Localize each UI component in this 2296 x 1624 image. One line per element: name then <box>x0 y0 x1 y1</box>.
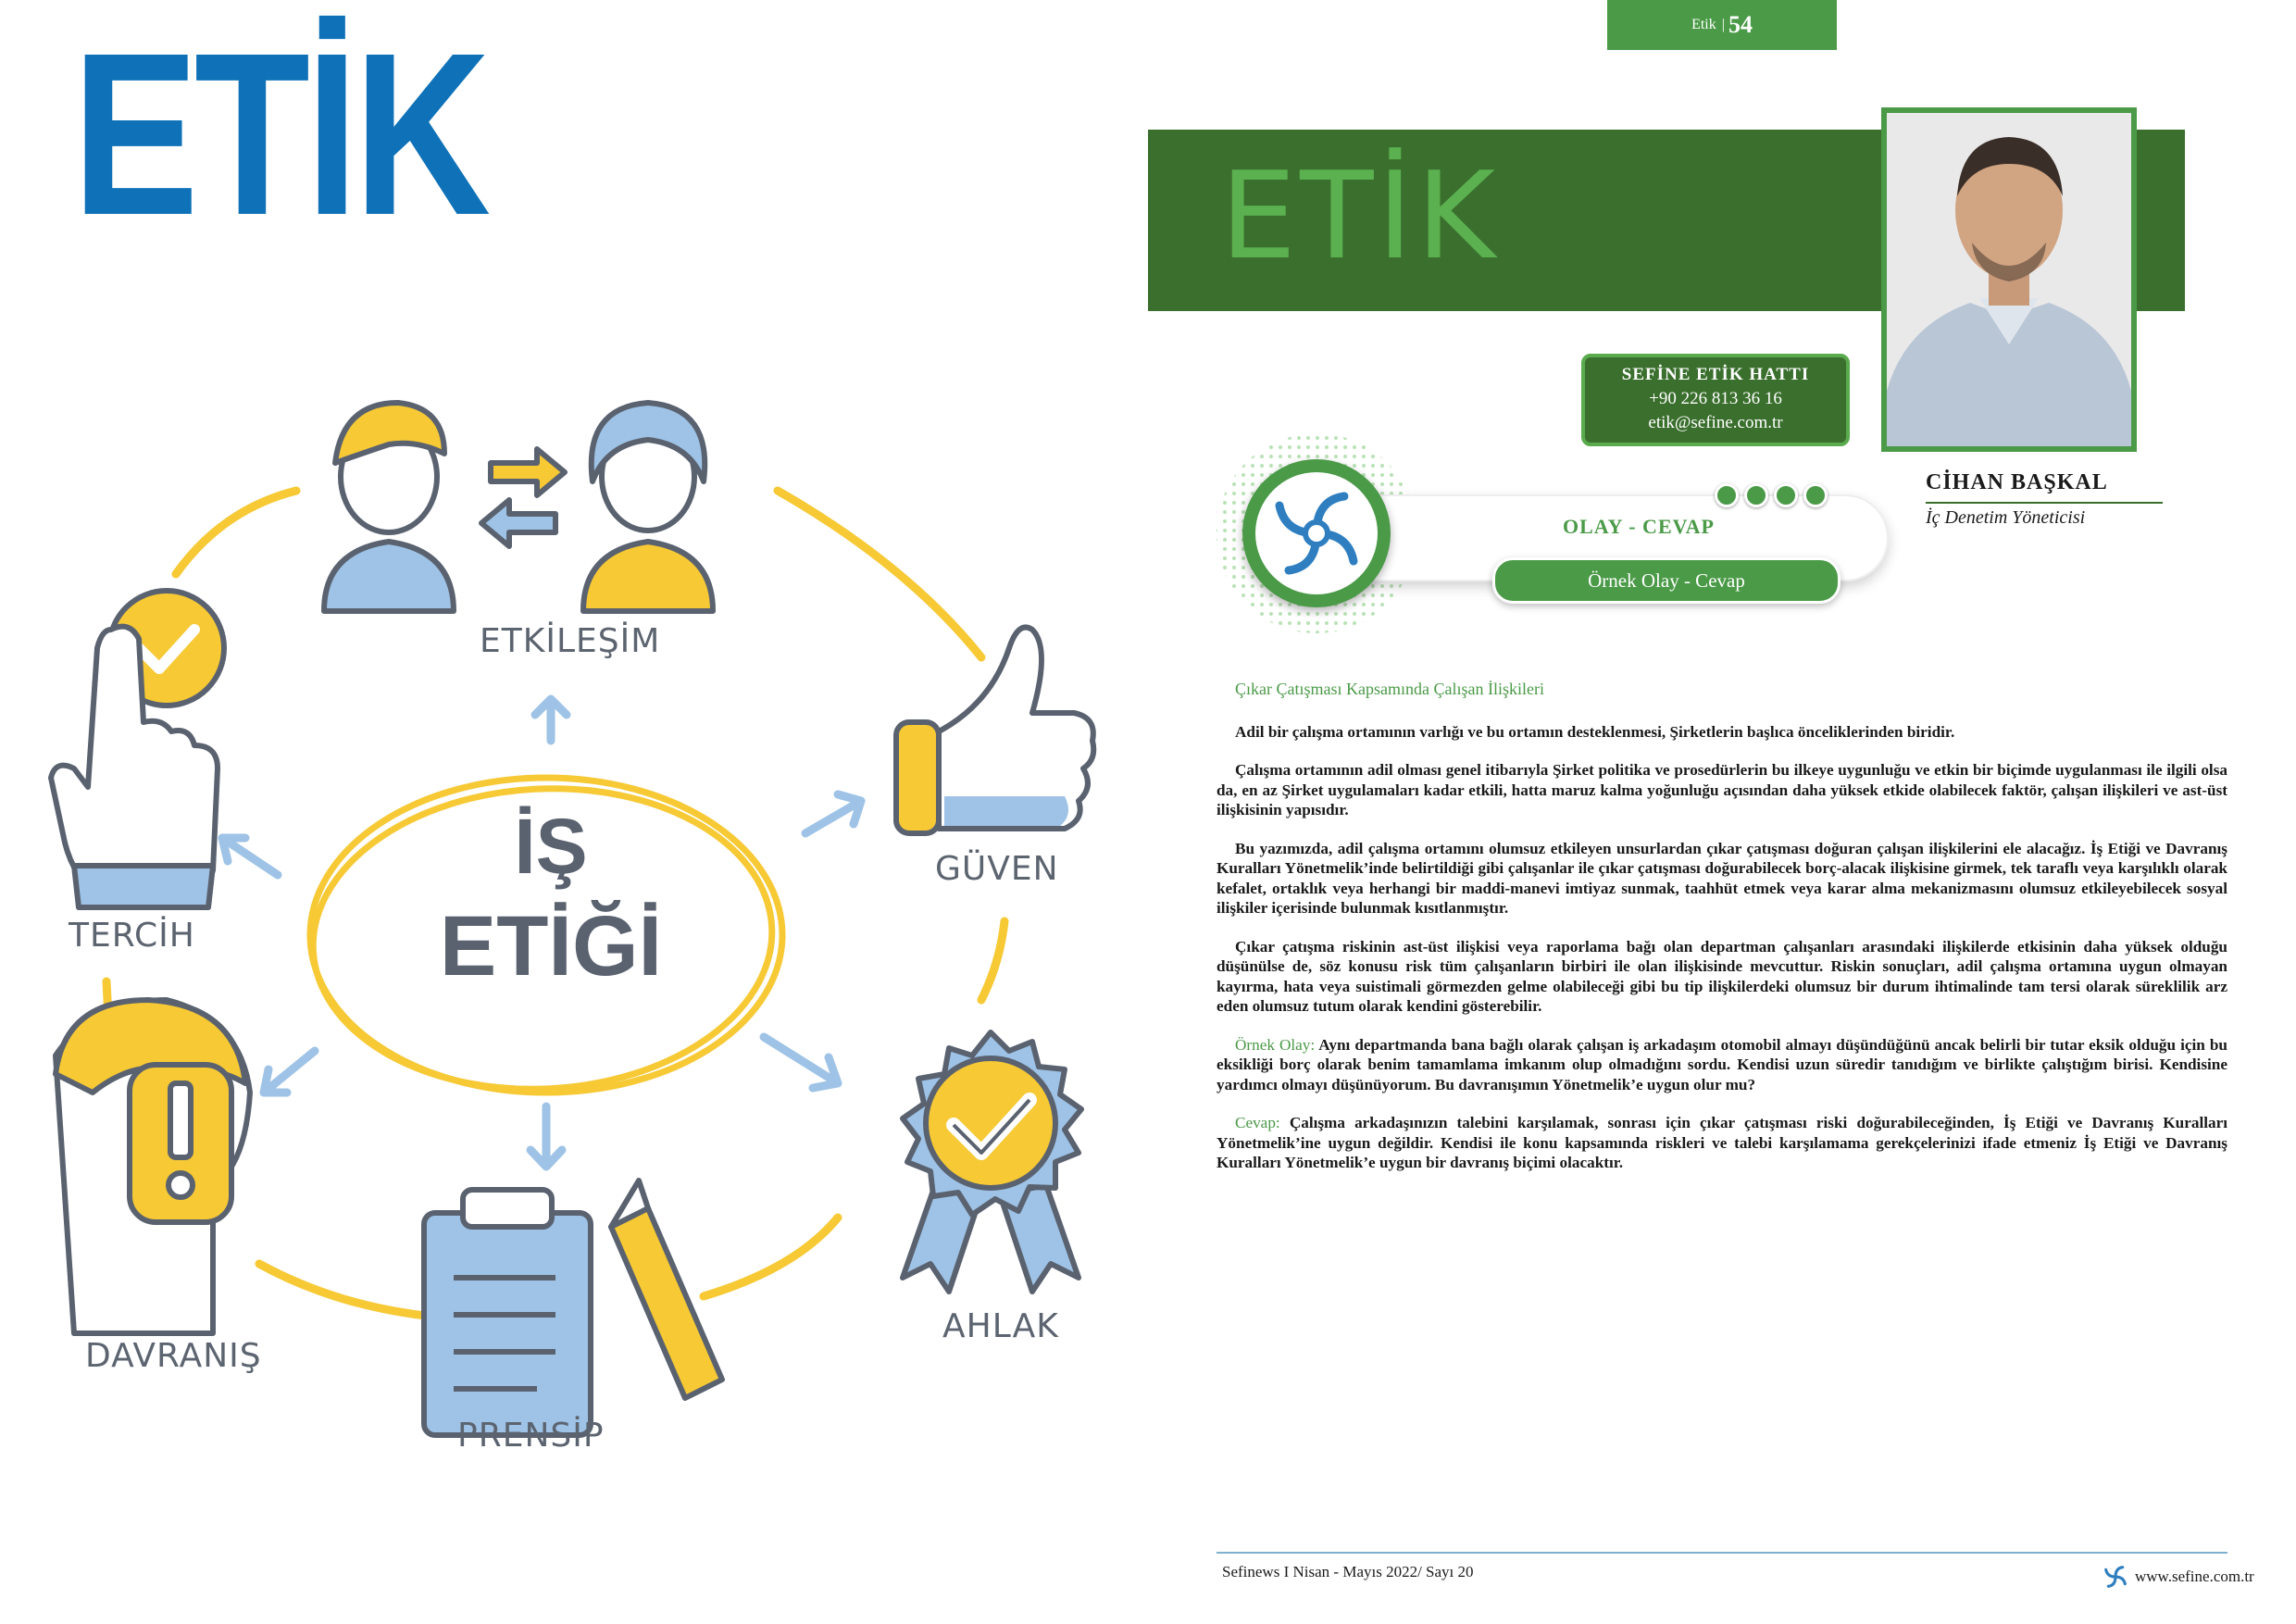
thinking-person-icon <box>56 1000 250 1333</box>
footer-divider <box>1217 1552 2227 1554</box>
hotline-title: SEFİNE ETİK HATTI <box>1621 365 1810 384</box>
article-paragraph-5 <box>1217 1035 2227 1095</box>
cevap-label: Cevap: <box>1235 1114 1280 1131</box>
hotline-email[interactable]: etik@sefine.com.tr <box>1648 413 1783 432</box>
author-photo <box>1881 107 2137 452</box>
sefine-logo-badge <box>1242 459 1391 607</box>
people-exchange-icon <box>324 403 713 611</box>
label-tercih: TERCİH <box>69 917 195 955</box>
author-portrait-image <box>1887 113 2131 446</box>
ornek-olay-cevap-pill: Örnek Olay - Cevap <box>1492 557 1841 604</box>
article-body <box>1217 680 2227 1192</box>
article-heading: Çıkar Çatışması Kapsamında Çalışan İlişkileri <box>1235 680 1544 698</box>
author-name: CİHAN BAŞKAL <box>1926 470 2108 494</box>
article-paragraph-2: Çalışma ortamının adil olması genel itibarıyla Şirket politika ve prosedürlerin bu ilkeye uygunluğu ve etkin bir biçimde uygulanması ile ilgili olsa da, en az Şirket uygulamaları kadar etkili, hatta maruz kalma yoğunluğu açısından daha yüksek etkide olabilecek faktör, çalışan ilişkileri ve ast-üst ilişkisinin yapısıdır. <box>1217 761 2227 818</box>
cevap-text: Çalışma arkadaşınızın talebini karşılamak, sonrası için çıkar çatışması riski doğurabileceğinden, İş Etiği ve Davranış Kuralları Yönetmelik’ine uygun değildir. Kendisi ile konu kapsamında riskleri ve talebi karşılamama gerekçelerinizi ifade etmeniz İş Etiği ve Davranış Kuralları Yönetmelik’e uygun bir davranış biçimi olacaktır. <box>1217 1114 2227 1171</box>
article-paragraph-6 <box>1217 1113 2227 1173</box>
footer-website[interactable] <box>2100 1561 2254 1593</box>
page-section: Etik <box>1691 17 1716 32</box>
label-davranis: DAVRANIŞ <box>85 1337 262 1375</box>
footer-separator: I <box>1283 1563 1290 1580</box>
label-prensip: PRENSİP <box>457 1417 605 1455</box>
footer-issue-info <box>1222 1563 1474 1581</box>
hand-checkmark-icon <box>51 591 224 907</box>
ethics-hotline-box <box>1581 354 1850 446</box>
article-paragraph-1: Adil bir çalışma ortamının varlığı ve bu ortamın desteklenmesi, Şirketlerin başlıca önceliklerinden biridir. <box>1235 722 1955 741</box>
sefine-footer-logo-icon <box>2100 1561 2131 1593</box>
decorative-dots <box>1715 483 1828 507</box>
footer-issue: Nisan - Mayıs 2022/ Sayı 20 <box>1292 1563 1474 1580</box>
label-ahlak: AHLAK <box>942 1307 1059 1345</box>
label-guven: GÜVEN <box>935 850 1059 888</box>
center-title-line2: ETİĞİ <box>439 899 663 993</box>
page-number: 54 <box>1728 11 1753 38</box>
article-paragraph-3: Bu yazımızda, adil çalışma ortamını olumsuz etkileyen unsurlardan çıkar çatışması doğuran çalışan ilişkilerini ele alacağız. İş Etiği ve Davranış Kuralları Yönetmelik’inde belirtildiği gibi çalışanlar ile çıkar çatışması doğurabilecek borç-alacak ilişkisine girmek, tek taraflı veya karşılıklı olarak kefalet, ortaklık veya herhangi bir maddi-manevi imtiyaz sunmak, taahhüt etmek veya karar alma mekanizmasını olumsuz etkileyebilecek sosyal ilişkiler içerisinde bulunmak kısıtlanmıştır. <box>1217 839 2227 917</box>
ornek-olay-label: Örnek Olay: <box>1235 1035 1316 1054</box>
ornek-olay-text: Aynı departmanda bana bağlı olarak çalışan iş arkadaşım otomobil almayı düşündüğünü ancak belirli bir tutar eksik olduğu için bu eksikliği borç olarak benim tamamlama imkanım olup olmadığını sordu. Kendisi uzun süredir tanıdığım ve birlikte çalıştığım birisi. Kendisine yardımcı olmayı düşünüyorum. Bu davranışımın Yönetmelik’e uygun olur mu? <box>1217 1035 2227 1093</box>
olay-cevap-title: OLAY - CEVAP <box>1563 515 1715 538</box>
footer-publication: Sefinews <box>1222 1563 1280 1580</box>
thumbs-up-icon <box>896 628 1093 834</box>
footer-website-text[interactable]: www.sefine.com.tr <box>2135 1568 2254 1585</box>
hotline-phone[interactable]: +90 226 813 36 16 <box>1649 389 1782 408</box>
page-number-tab <box>1607 0 1837 50</box>
sefine-logo-icon <box>1255 472 1378 594</box>
center-title-line1: İŞ <box>514 803 588 890</box>
author-divider <box>1926 502 2163 504</box>
left-page-title: ETİK <box>72 5 487 263</box>
author-role: İç Denetim Yöneticisi <box>1926 507 2086 528</box>
page-tab-separator: | <box>1721 17 1725 32</box>
article-paragraph-4: Çıkar çatışma riskinin ast-üst ilişkisi veya raporlama bağı olan departman çalışanları arasındaki ilişkilerde etkisinin daha yüksek olduğu düşünülse de, söz konusu risk tüm çalışanların birbiri ile olan ilişkisinde mevcuttur. Riskin sonuçları, adil çalışma ortamına uygun olmayan kayırma, hata veya suistimali görmezden gelme olabileceği gibi bu tip ilişkilerdeki olumsuz bir durum ihtimalinde tam tersi olarak süreklilik arz eden olumsuz tutum olarak kendini gösterebilir. <box>1217 937 2227 1015</box>
banner-title: ETİK <box>1220 145 1500 286</box>
award-ribbon-icon <box>903 1032 1081 1292</box>
label-etkilesim: ETKİLEŞİM <box>480 622 661 660</box>
clipboard-pencil-icon <box>424 1181 722 1435</box>
